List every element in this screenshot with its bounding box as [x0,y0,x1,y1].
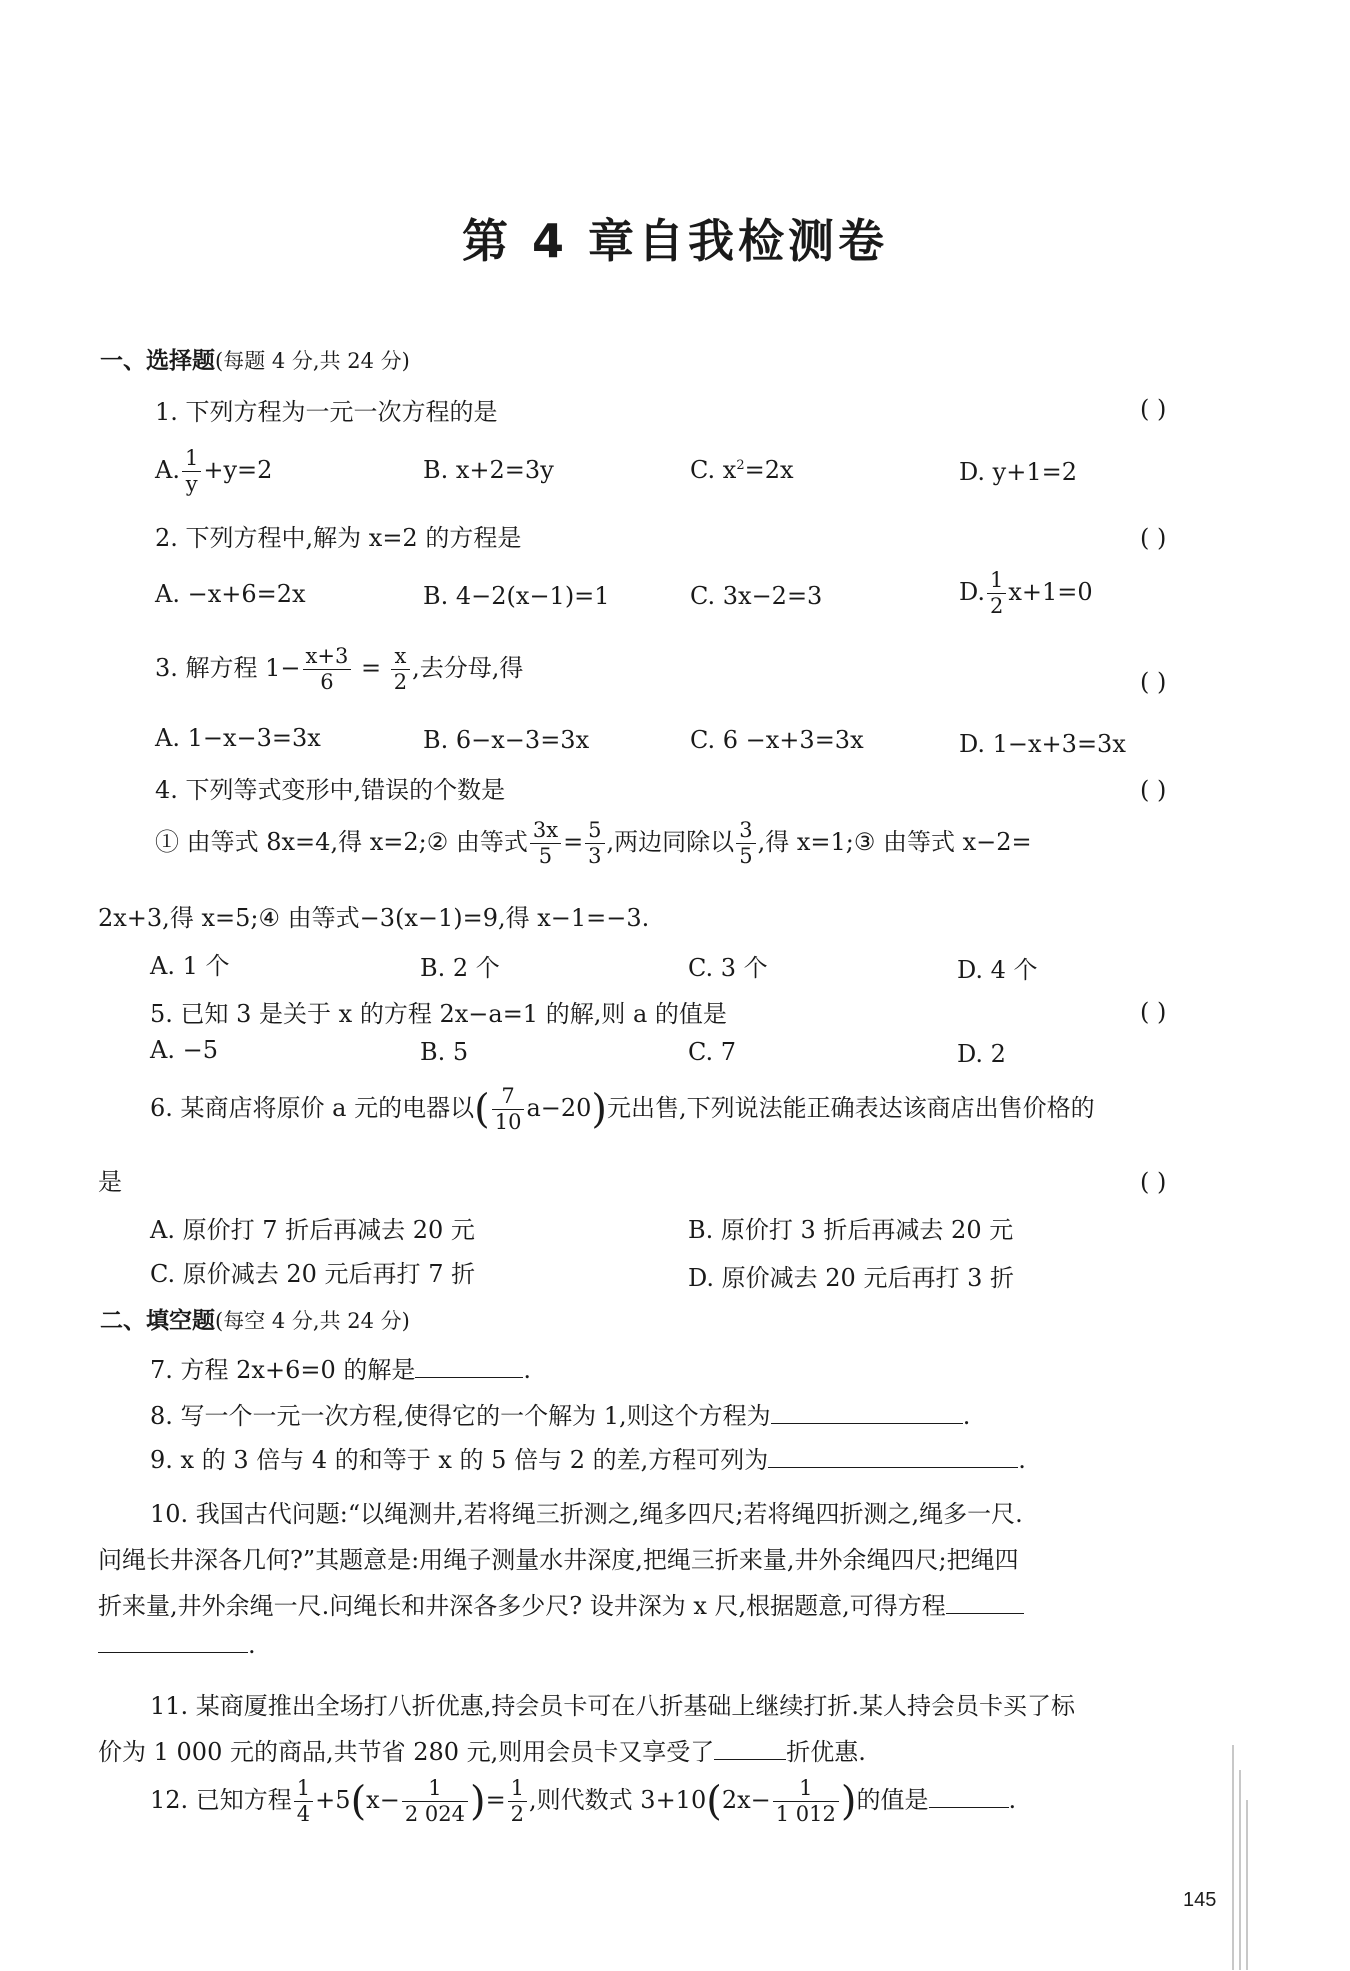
q5-option-b: B. 5 [420,1038,469,1066]
answer-paren: ( ) [1140,395,1167,423]
q3-option-a: A. 1−x−3=3x [155,724,321,752]
q4-statement-line-2: 2x+3,得 x=5;④ 由等式−3(x−1)=9,得 x−1=−3. [98,904,650,932]
section-heading-fill: 二、填空题(每空 4 分,共 24 分) [100,1308,410,1334]
page-number: 145 [1183,1889,1217,1911]
q6-option-a: A. 原价打 7 折后再减去 20 元 [150,1216,475,1244]
q4-option-c: C. 3 个 [688,954,768,982]
q4-option-a: A. 1 个 [150,952,230,980]
question-10-line-4: . [98,1630,256,1659]
q5-option-a: A. −5 [150,1036,218,1064]
answer-paren: ( ) [1140,524,1167,552]
q2-option-c: C. 3x−2=3 [690,582,823,610]
q3-option-b: B. 6−x−3=3x [423,726,590,754]
question-7: 7. 方程 2x+6=0 的解是 . [150,1356,531,1384]
q5-option-c: C. 7 [688,1038,737,1066]
question-6-stem-line-2: 是 [98,1168,122,1196]
answer-blank [946,1591,1024,1614]
answer-blank [771,1401,963,1424]
question-4-stem: 4. 下列等式变形中,错误的个数是 [155,776,506,804]
answer-blank [98,1630,248,1653]
question-8: 8. 写一个一元一次方程,使得它的一个解为 1,则这个方程为 . [150,1402,971,1430]
question-11-line-2: 价为 1 000 元的商品,共节省 280 元,则用会员卡又享受了 折优惠. [98,1738,866,1766]
answer-blank [714,1737,786,1760]
q2-option-b: B. 4−2(x−1)=1 [423,582,610,610]
q3-option-d: D. 1−x+3=3x [959,730,1126,758]
q4-option-b: B. 2 个 [420,954,500,982]
question-2-stem: 2. 下列方程中,解为 x=2 的方程是 [155,524,522,552]
question-1-stem: 1. 下列方程为一元一次方程的是 [155,398,498,426]
q4-option-d: D. 4 个 [957,956,1038,984]
answer-paren: ( ) [1140,776,1167,804]
page-title: 第 4 章自我检测卷 [461,214,889,268]
q1-option-b: B. x+2=3y [423,456,554,484]
question-10-line-3: 折来量,井外余绳一尺.问绳长和井深各多少尺? 设井深为 x 尺,根据题意,可得方程 [98,1586,1024,1621]
q2-option-d: D. $\frac{1}{2}$ x+1=0 [959,568,1093,618]
answer-paren: ( ) [1140,998,1167,1026]
q2-option-a: A. −x+6=2x [155,580,306,608]
book-edge-line [1246,1800,1248,1970]
q1-option-c: C. $x^2=2x$ [690,456,794,484]
question-9: 9. x 的 3 倍与 4 的和等于 x 的 5 倍与 2 的差,方程可列为 . [150,1446,1026,1474]
question-12: 12. 已知方程 $\frac{1}{4}$ +5(x− $\frac{1}{2 024}$ )= $\frac{1}{2}$ ,则代数式 3+10(2x− $\frac{1}{1 012}$ )的值是 . [150,1776,1017,1826]
answer-paren: ( ) [1140,1168,1167,1196]
q3-option-c: C. 6 −x+3=3x [690,726,864,754]
q1-option-a: A. $\frac{1}{y}$ +y=2 [155,446,273,496]
q4-statement-line-1: ① 由等式 8x=4,得 x=2;② 由等式 $\frac{3x}{5}$ = $\frac{5}{3}$ ,两边同除以 $\frac{3}{5}$ ,得 x=1;③ 由等式 x−2= [155,818,1032,868]
q6-option-d: D. 原价减去 20 元后再打 3 折 [688,1264,1014,1292]
q6-option-b: B. 原价打 3 折后再减去 20 元 [688,1216,1014,1244]
q1-option-d: D. y+1=2 [959,458,1077,486]
section-heading-choice: 一、选择题(每题 4 分,共 24 分) [100,348,410,374]
question-6-stem: 6. 某商店将原价 a 元的电器以( $\frac{7}{10}$ a−20)元出售,下列说法能正确表达该商店出售价格的 [150,1084,1095,1134]
question-10-line-1: 10. 我国古代问题:“以绳测井,若将绳三折测之,绳多四尺;若将绳四折测之,绳多一尺. [150,1500,1023,1528]
answer-blank [415,1355,523,1378]
book-edge-line [1232,1745,1234,1970]
answer-blank [929,1785,1009,1808]
answer-blank [768,1445,1018,1468]
question-10-line-2: 问绳长井深各几何?”其题意是:用绳子测量水井深度,把绳三折来量,井外余绳四尺;把绳四 [98,1546,1019,1574]
q5-option-d: D. 2 [957,1040,1006,1068]
question-11-line-1: 11. 某商厦推出全场打八折优惠,持会员卡可在八折基础上继续打折.某人持会员卡买了标 [150,1692,1076,1720]
q6-option-c: C. 原价减去 20 元后再打 7 折 [150,1260,476,1288]
question-5-stem: 5. 已知 3 是关于 x 的方程 2x−a=1 的解,则 a 的值是 [150,1000,727,1028]
question-3-stem: 3. 解方程 1− $\frac{x+3}{6}$ = $\frac{x}{2}$ ,去分母,得 [155,644,524,694]
answer-paren: ( ) [1140,668,1167,696]
book-edge-line [1239,1770,1241,1970]
